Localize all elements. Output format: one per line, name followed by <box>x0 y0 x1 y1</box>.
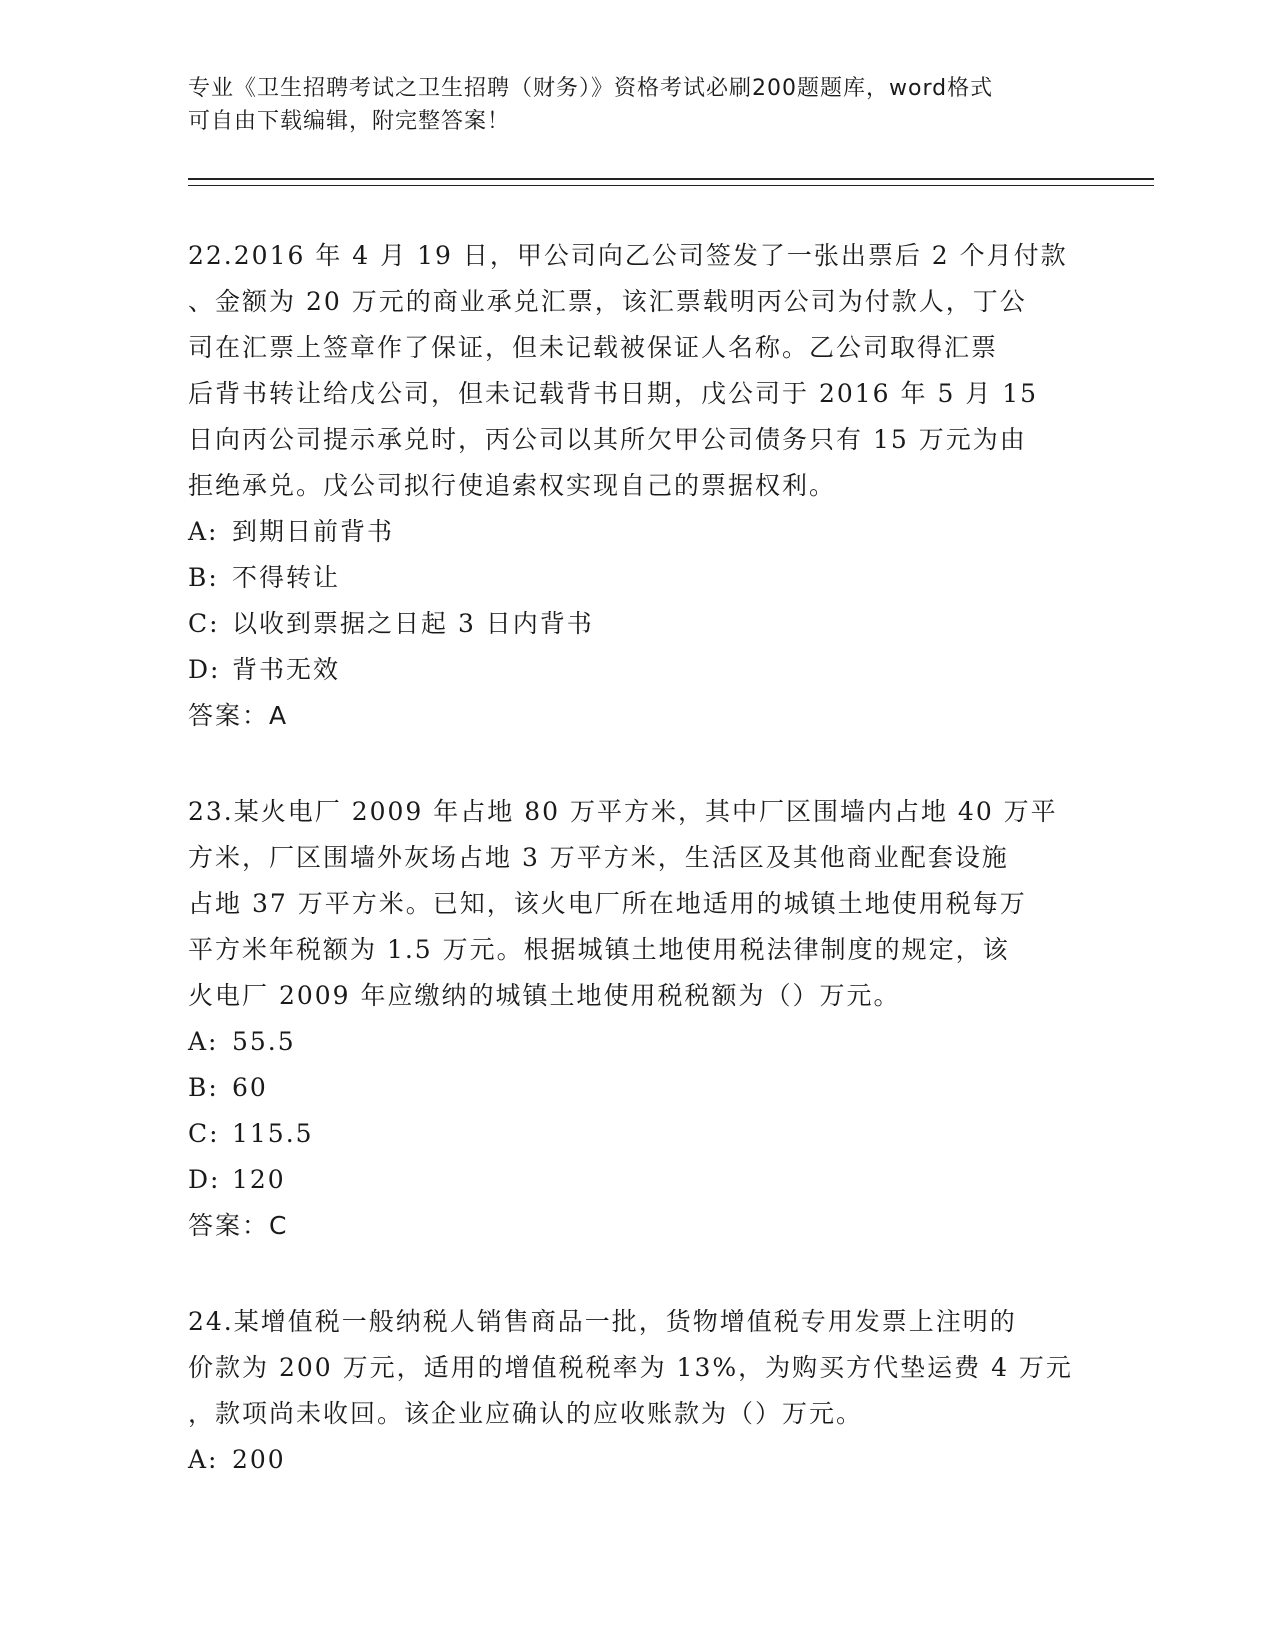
option-b <box>188 555 1088 601</box>
option-key: D: <box>188 1165 221 1194</box>
question-line: 方米，厂区围墙外灰场占地 3 万平方米，生活区及其他商业配套设施 <box>188 843 1009 872</box>
option-key: C: <box>188 1119 220 1148</box>
answer: 答案：C <box>188 1211 289 1240</box>
option-key: A: <box>188 517 219 546</box>
option-key: B: <box>188 1073 219 1102</box>
header-line-2: 可自由下载编辑，附完整答案！ <box>188 109 511 134</box>
option-text: 到期日前背书 <box>232 517 395 546</box>
question-line: 日向丙公司提示承兑时，丙公司以其所欠甲公司债务只有 15 万元为由 <box>188 425 1027 454</box>
option-text: 55.5 <box>232 1027 296 1056</box>
question-line: 火电厂 2009 年应缴纳的城镇土地使用税税额为（）万元。 <box>188 981 901 1010</box>
document-header <box>188 72 1068 138</box>
question-24 <box>188 1299 1088 1483</box>
header-divider-thin <box>188 185 1154 186</box>
option-d <box>188 647 1088 693</box>
question-line: 23.某火电厂 2009 年占地 80 万平方米，其中厂区围墙内占地 40 万平 <box>188 797 1058 826</box>
option-text: 200 <box>232 1445 286 1474</box>
question-line: 、金额为 20 万元的商业承兑汇票，该汇票载明丙公司为付款人，丁公 <box>188 287 1027 316</box>
question-line: 24.某增值税一般纳税人销售商品一批，货物增值税专用发票上注明的 <box>188 1307 1017 1336</box>
option-key: B: <box>188 563 219 592</box>
question-22 <box>188 233 1088 739</box>
question-line: 司在汇票上签章作了保证，但未记载被保证人名称。乙公司取得汇票 <box>188 333 999 362</box>
option-text: 60 <box>232 1073 268 1102</box>
question-line: 22.2016 年 4 月 19 日，甲公司向乙公司签发了一张出票后 2 个月付款 <box>188 241 1068 270</box>
question-line: 价款为 200 万元，适用的增值税税率为 13%，为购买方代垫运费 4 万元 <box>188 1353 1073 1382</box>
option-text: 不得转让 <box>232 563 341 592</box>
option-c <box>188 601 1088 647</box>
question-23 <box>188 789 1088 1249</box>
option-d <box>188 1157 1088 1203</box>
option-key: D: <box>188 655 221 684</box>
option-key: A: <box>188 1445 219 1474</box>
option-text: 120 <box>232 1165 286 1194</box>
question-line: 拒绝承兑。戊公司拟行使追索权实现自己的票据权利。 <box>188 471 837 500</box>
question-line: ，款项尚未收回。该企业应确认的应收账款为（）万元。 <box>188 1399 864 1428</box>
option-b <box>188 1065 1088 1111</box>
option-a <box>188 1019 1088 1065</box>
question-line: 占地 37 万平方米。已知，该火电厂所在地适用的城镇土地使用税每万 <box>188 889 1027 918</box>
question-line: 平方米年税额为 1.5 万元。根据城镇土地使用税法律制度的规定，该 <box>188 935 1010 964</box>
question-line: 后背书转让给戊公司，但未记载背书日期，戊公司于 2016 年 5 月 15 <box>188 379 1039 408</box>
option-key: A: <box>188 1027 219 1056</box>
option-text: 以收到票据之日起 3 日内背书 <box>232 609 594 638</box>
header-divider-thick <box>188 178 1154 180</box>
option-key: C: <box>188 609 220 638</box>
option-c <box>188 1111 1088 1157</box>
option-a <box>188 509 1088 555</box>
answer: 答案：A <box>188 701 289 730</box>
question-list <box>188 233 1088 1533</box>
header-line-1: 专业《卫生招聘考试之卫生招聘（财务）》资格考试必刷200题题库，word格式 <box>188 76 994 101</box>
option-a <box>188 1437 1088 1483</box>
option-text: 115.5 <box>232 1119 314 1148</box>
option-text: 背书无效 <box>232 655 341 684</box>
